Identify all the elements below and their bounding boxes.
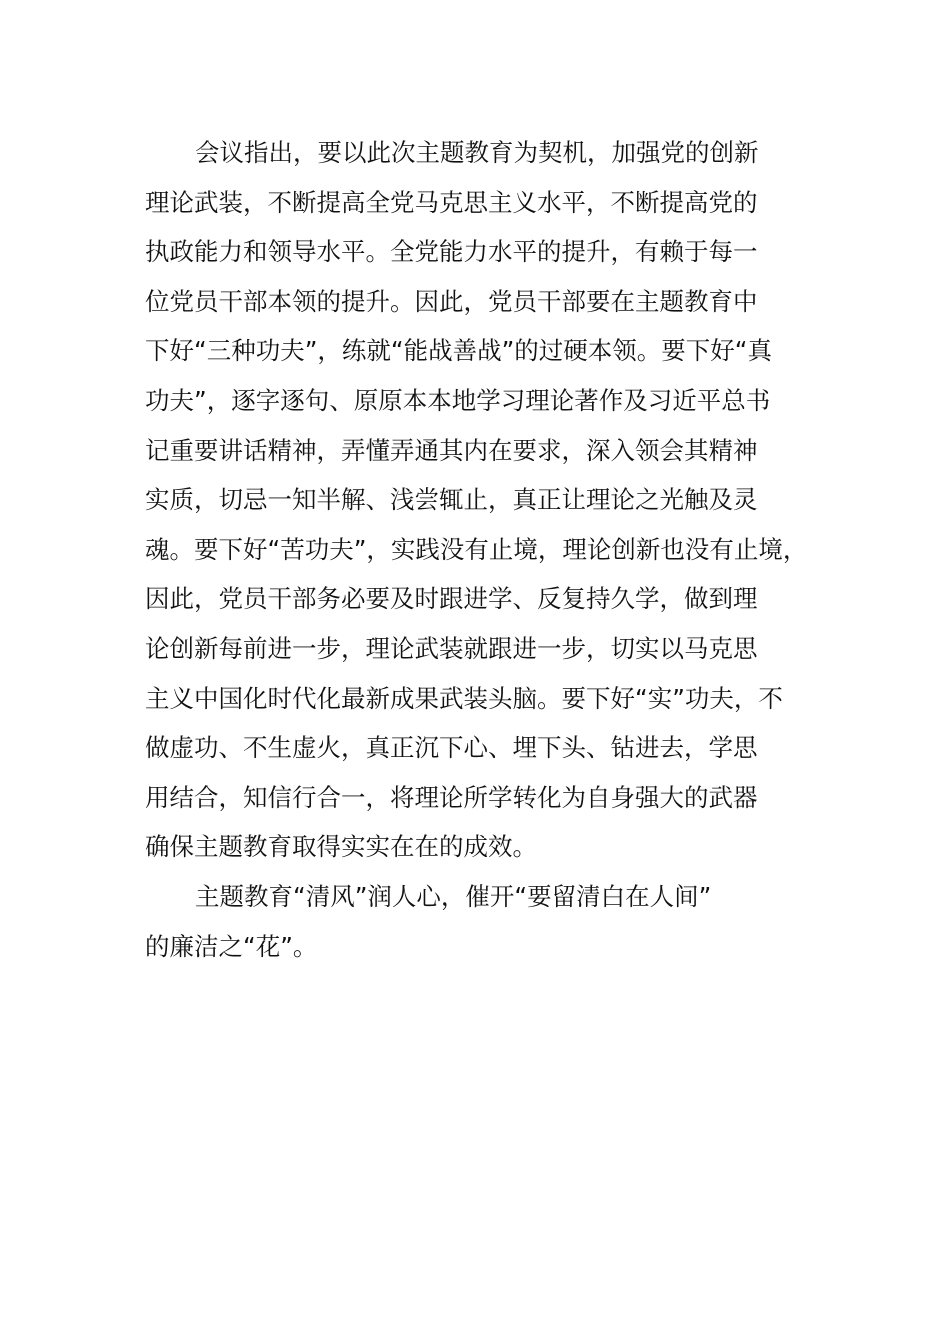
text-line: 下好“三种功夫”，练就“能战善战”的过硬本领。要下好“真 <box>145 336 772 366</box>
text-line: 论创新每前进一步，理论武装就跟进一步，切实以马克思 <box>145 633 758 663</box>
text-line: 做虚功、不生虚火，真正沉下心、埋下头、钻进去，学思 <box>145 733 758 763</box>
text-line: 确保主题教育取得实实在在的成效。 <box>145 832 537 862</box>
text-line: 用结合，知信行合一，将理论所学转化为自身强大的武器 <box>145 782 758 812</box>
text-line: 理论武装，不断提高全党马克思主义水平，不断提高党的 <box>145 187 758 217</box>
text-line: 会议指出，要以此次主题教育为契机，加强党的创新 <box>195 138 759 167</box>
text-line: 执政能力和领导水平。全党能力水平的提升，有赖于每一 <box>145 237 758 267</box>
text-line: 魂。要下好“苦功夫”，实践没有止境，理论创新也没有止境， <box>145 534 808 564</box>
document-body <box>145 128 813 971</box>
text-line: 主题教育“清风”润人心，催开“要留清白在人间” <box>195 881 712 911</box>
text-line: 的廉洁之“花”。 <box>145 931 318 961</box>
text-line: 实质，切忌一知半解、浅尝辄止，真正让理论之光触及灵 <box>145 485 758 515</box>
text-line: 记重要讲话精神，弄懂弄通其内在要求，深入领会其精神 <box>145 435 758 465</box>
text-line: 位党员干部本领的提升。因此，党员干部要在主题教育中 <box>145 286 758 316</box>
paragraph-2 <box>145 872 813 971</box>
paragraph-1 <box>145 128 813 872</box>
text-line: 主义中国化时代化最新成果武装头脑。要下好“实”功夫，不 <box>145 683 783 713</box>
text-line: 功夫”，逐字逐句、原原本本地学习理论著作及习近平总书 <box>145 385 771 415</box>
text-line: 因此，党员干部务必要及时跟进学、反复持久学，做到理 <box>145 584 758 614</box>
